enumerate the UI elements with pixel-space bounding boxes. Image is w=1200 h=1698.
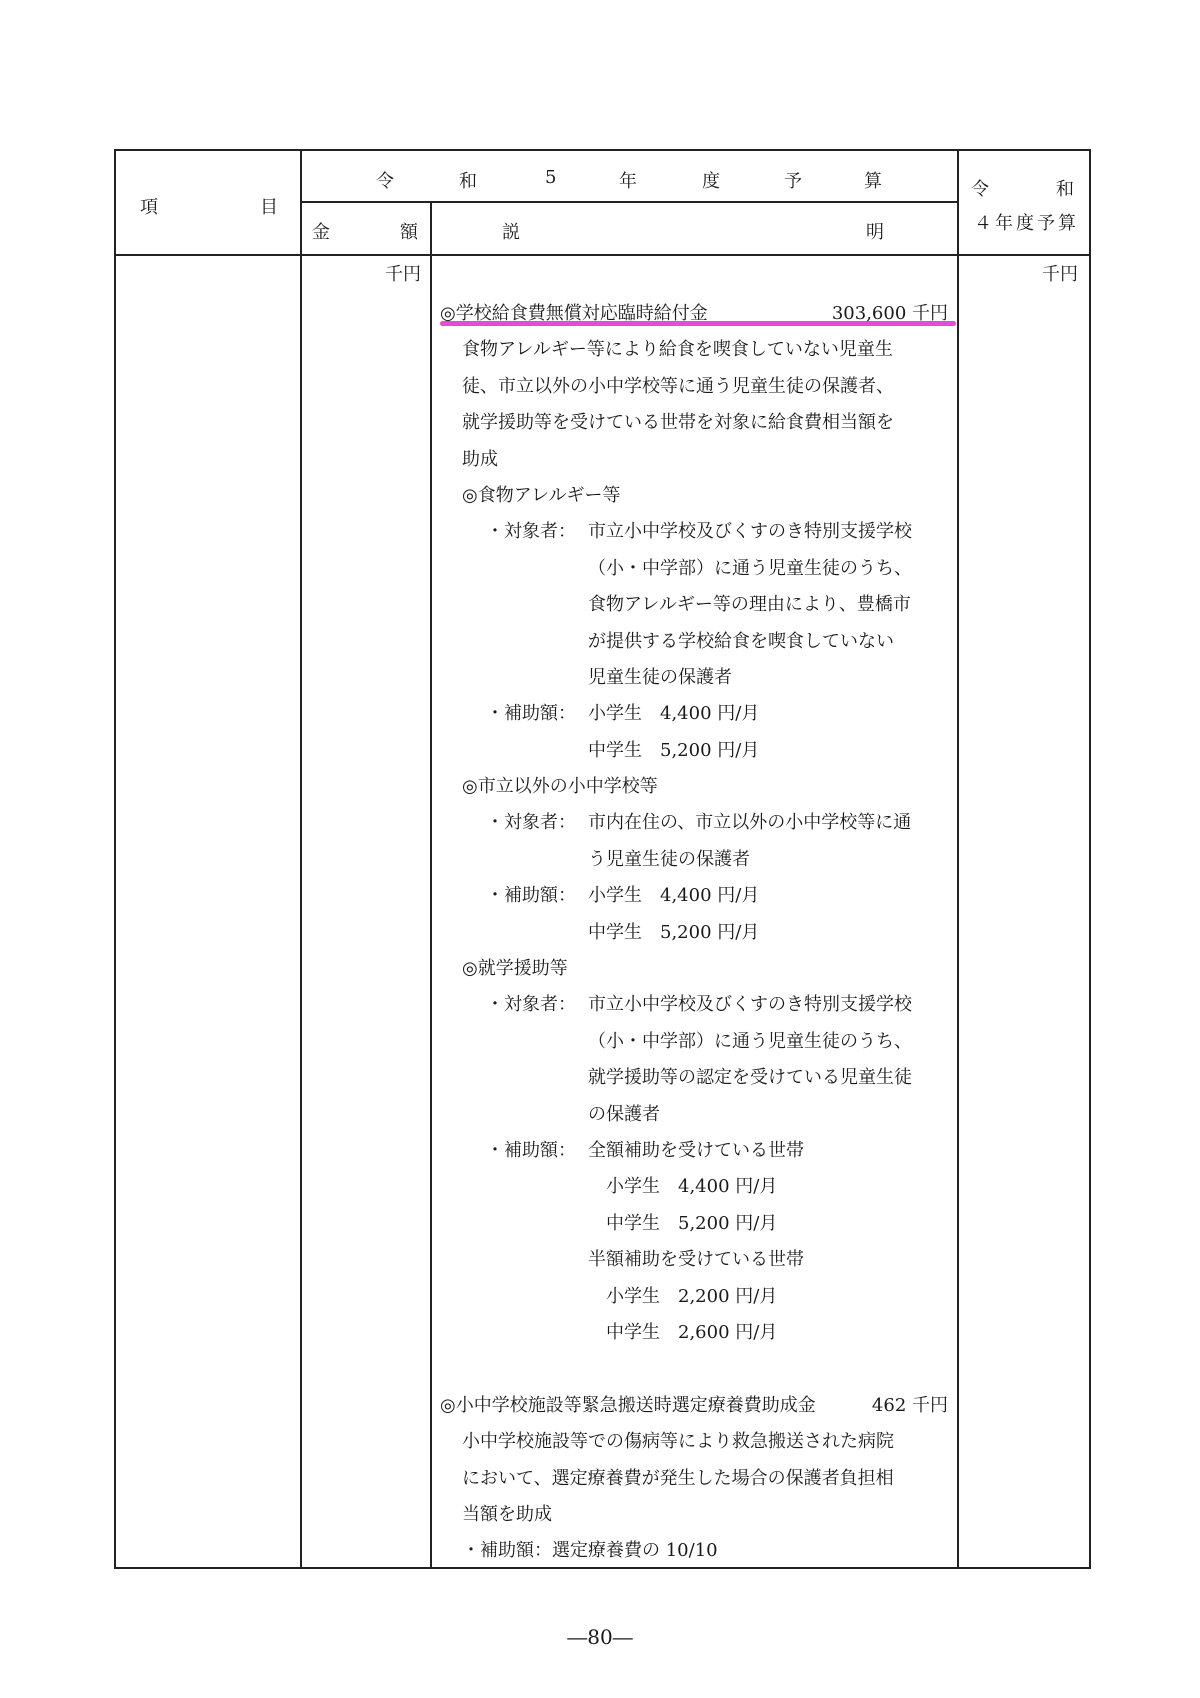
section1-intro-line: 就学援助等を受けている世帯を対象に給食費相当額を <box>462 412 894 434</box>
target-text: 市立小中学校及びくすのき特別支援学校 <box>588 994 912 1016</box>
amount-unit: 千円 <box>385 264 421 285</box>
section1-intro-line: 食物アレルギー等により給食を喫食していない児童生 <box>462 339 893 361</box>
target-label: ・対象者： <box>486 994 576 1016</box>
target-text: 市内在住の、市立以外の小中学校等に通 <box>588 812 912 834</box>
aid-label: ・補助額： <box>486 885 576 907</box>
section2-intro-line: 当額を助成 <box>462 1503 552 1525</box>
prev-budget-unit: 千円 <box>1042 264 1078 285</box>
aid-rate: 小学生 4,400 円/月 <box>588 703 760 725</box>
target-text-line: （小・中学部）に通う児童生徒のうち、 <box>588 557 912 579</box>
target-text-line: （小・中学部）に通う児童生徒のうち、 <box>588 1030 912 1052</box>
aid-rate-line: 中学生 5,200 円/月 <box>606 1212 778 1234</box>
section2-aid: ・補助額：選定療養費の 10/10 <box>462 1540 718 1562</box>
header-r5-char: 和 <box>459 171 477 192</box>
header-bottom-rule <box>115 254 1090 256</box>
header-desc-char-1: 説 <box>502 222 520 243</box>
col-divider-2 <box>430 201 432 1568</box>
header-r5-char: 年 <box>619 171 637 192</box>
subsection-a-target <box>440 514 960 550</box>
aid-label: ・補助額： <box>486 1139 576 1161</box>
header-r4-char-1: 令 <box>971 179 989 200</box>
target-text-line: が提供する学校給食を喫食していない <box>588 630 894 652</box>
section1-heading <box>440 296 960 332</box>
header-item-char-1: 項 <box>140 197 158 218</box>
target-text-line: の保護者 <box>588 1103 660 1125</box>
subsection-a-aid <box>440 696 960 732</box>
section2-title: ◎小中学校施設等緊急搬送時選定療養費助成金 <box>440 1394 816 1416</box>
section2-heading <box>440 1388 960 1424</box>
header-subrule <box>301 201 957 203</box>
section2-intro-line: において、選定療養費が発生した場合の保護者負担相 <box>462 1467 894 1489</box>
aid-rate-line: 中学生 5,200 円/月 <box>588 739 760 761</box>
target-label: ・対象者： <box>486 521 576 543</box>
header-r5-char: 度 <box>702 171 720 192</box>
header-desc-char-2: 明 <box>866 222 884 243</box>
aid-rate: 小学生 4,400 円/月 <box>588 885 760 907</box>
target-text-line: 児童生徒の保護者 <box>588 666 732 688</box>
target-text-line: 食物アレルギー等の理由により、豊橋市 <box>588 594 911 616</box>
subsection-b-title: ◎市立以外の小中学校等 <box>462 776 658 798</box>
header-r5-char: 算 <box>864 171 882 192</box>
page-number: ―80― <box>567 1625 633 1649</box>
header-r4-label: ４年度予算 <box>974 213 1079 234</box>
section1-intro-line: 助成 <box>462 448 498 470</box>
target-label: ・対象者： <box>486 812 576 834</box>
half-aid-label: 半額補助を受けている世帯 <box>588 1249 804 1271</box>
subsection-c-title: ◎就学援助等 <box>462 958 568 980</box>
header-r5-char: 予 <box>784 171 802 192</box>
subsection-c-aid <box>440 1133 960 1169</box>
subsection-a-title: ◎食物アレルギー等 <box>462 484 621 506</box>
col-divider-1 <box>300 150 302 1568</box>
target-text: 市立小中学校及びくすのき特別支援学校 <box>588 521 912 543</box>
subsection-b-aid <box>440 878 960 914</box>
aid-rate-line: 小学生 2,200 円/月 <box>606 1285 778 1307</box>
target-text-line: う児童生徒の保護者 <box>588 848 750 870</box>
section1-intro-line: 徒、市立以外の小中学校等に通う児童生徒の保護者、 <box>462 375 894 397</box>
subsection-c-target <box>440 987 960 1023</box>
target-text-line: 就学援助等の認定を受けている児童生徒 <box>588 1067 912 1089</box>
section2-amount: 462 千円 <box>871 1394 948 1416</box>
aid-rate-line: 小学生 4,400 円/月 <box>606 1176 778 1198</box>
header-r5-char: 5 <box>545 167 557 188</box>
aid-rate-line: 中学生 2,600 円/月 <box>606 1321 778 1343</box>
subsection-b-target <box>440 805 960 841</box>
section1-title: ◎学校給食費無償対応臨時給付金 <box>440 303 708 324</box>
description-column <box>440 296 960 1570</box>
header-r5-char: 令 <box>376 171 394 192</box>
section1-amount: 303,600 千円 <box>831 303 948 324</box>
section2-intro-line: 小中学校施設等での傷病等により救急搬送された病院 <box>462 1431 894 1453</box>
section-spacer <box>440 1351 960 1387</box>
header-amount-char-2: 額 <box>400 222 418 243</box>
header-r5-budget <box>302 167 952 195</box>
header-amount-char-1: 金 <box>312 222 330 243</box>
header-r4-char-2: 和 <box>1056 179 1074 200</box>
aid-rate-line: 中学生 5,200 円/月 <box>588 921 760 943</box>
full-aid-label: 全額補助を受けている世帯 <box>588 1139 804 1161</box>
aid-label: ・補助額： <box>486 703 576 725</box>
header-item-char-2: 目 <box>260 197 278 218</box>
